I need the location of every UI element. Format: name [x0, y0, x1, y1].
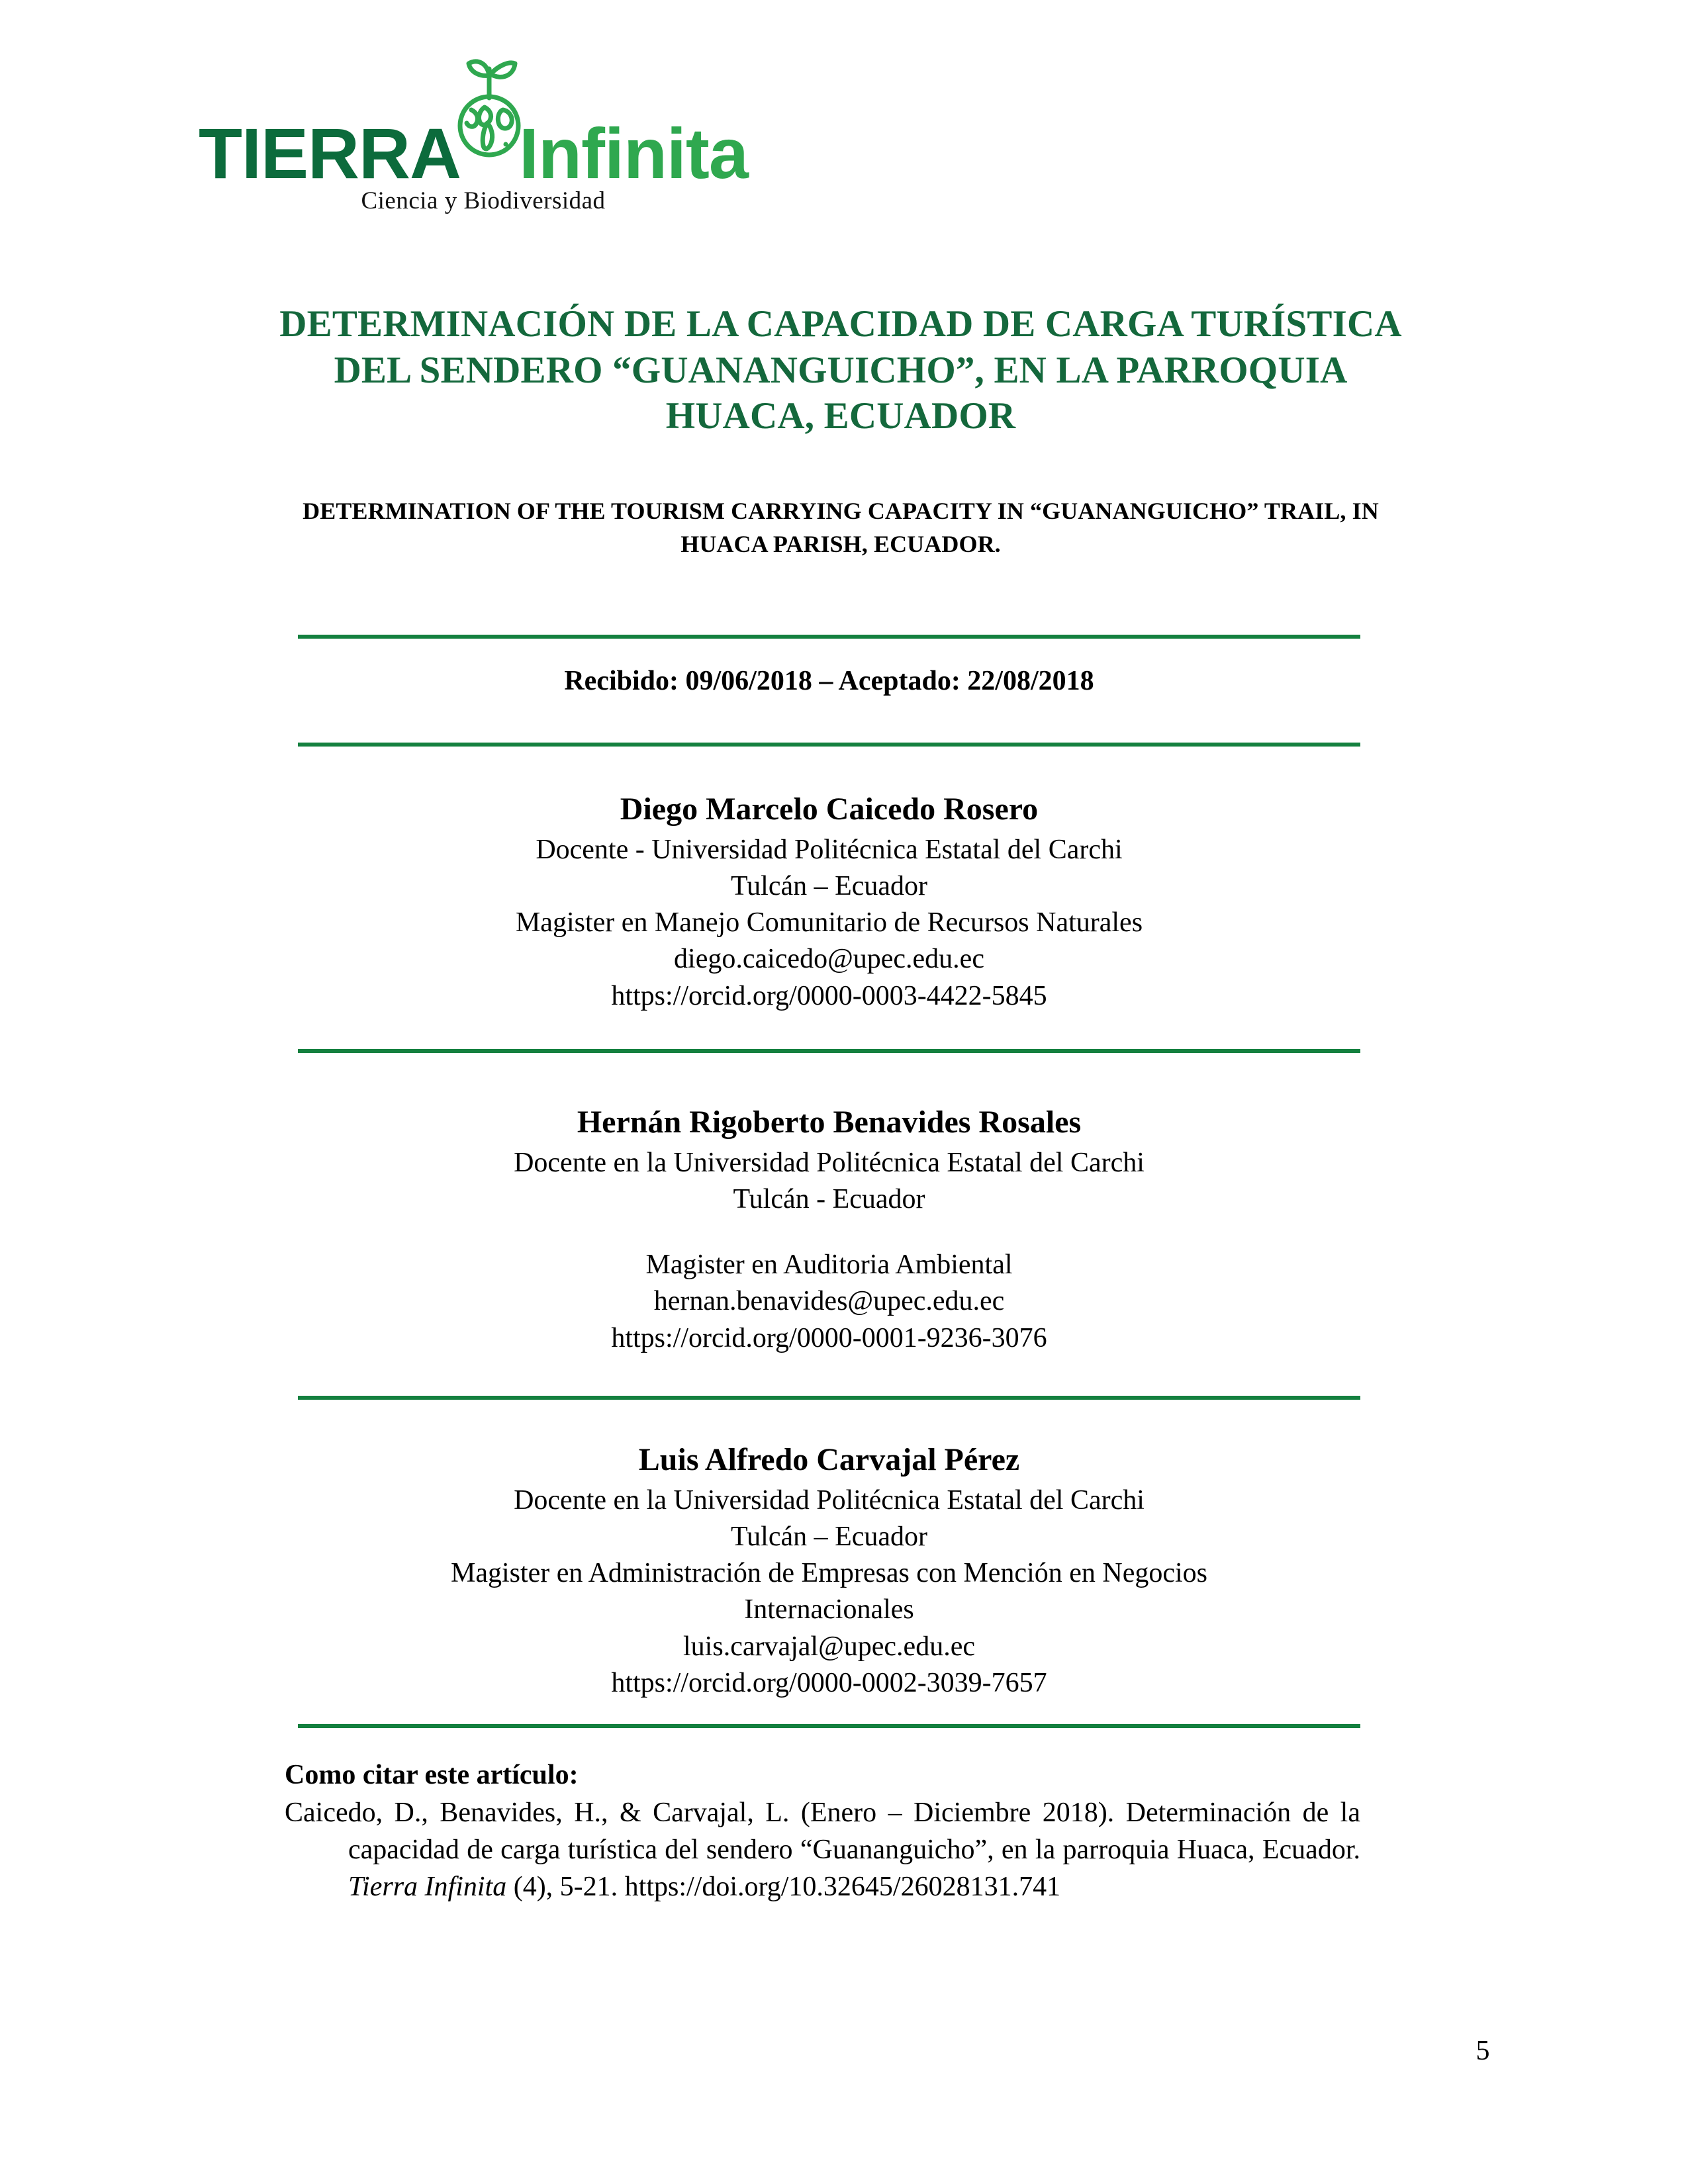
divider-rule-after-author-1 — [298, 1049, 1360, 1053]
author-spacer — [298, 1218, 1360, 1247]
author-affiliation: Docente en la Universidad Politécnica Estatal del Carchi — [514, 1148, 1145, 1179]
how-to-cite-block — [285, 1757, 1360, 1906]
author-degree: Magister en Auditoria Ambiental — [645, 1250, 1013, 1281]
author-location: Tulcán – Ecuador — [730, 871, 928, 902]
author-email[interactable]: diego.caicedo@upec.edu.ec — [674, 944, 984, 975]
citation-part-1: Caicedo, D., Benavides, H., & Carvajal, L. (Enero – Diciembre 2018). Determinación de la capacidad de carga turística del sendero “Guananguicho”, en la parroquia Huaca, Ecuador. — [285, 1797, 1360, 1866]
globe-sprout-icon — [450, 49, 528, 161]
author-email[interactable]: hernan.benavides@upec.edu.ec — [653, 1286, 1005, 1317]
author-location: Tulcán – Ecuador — [730, 1522, 928, 1553]
author-email[interactable]: luis.carvajal@upec.edu.ec — [683, 1631, 975, 1662]
page-number: 5 — [1476, 2036, 1490, 2066]
logo-tagline: Ciencia y Biodiversidad — [361, 187, 606, 214]
author-degree-cont: Internacionales — [744, 1594, 914, 1625]
divider-rule-after-dates — [298, 743, 1360, 747]
logo-wordmark-row — [199, 86, 748, 193]
citation-part-2: (4), 5-21. https://doi.org/10.32645/26028131.741 — [506, 1872, 1061, 1903]
author-orcid[interactable]: https://orcid.org/0000-0001-9236-3076 — [611, 1322, 1047, 1353]
page-title-spanish: DETERMINACIÓN DE LA CAPACIDAD DE CARGA TURÍSTICA DEL SENDERO “GUANANGUICHO”, EN LA PARROQUIA HUACA, ECUADOR — [279, 303, 1402, 437]
author-degree: Magister en Manejo Comunitario de Recursos Naturales — [515, 907, 1143, 938]
how-to-cite-heading: Como citar este artículo: — [285, 1760, 579, 1790]
journal-logo — [199, 86, 748, 238]
divider-rule-after-author-2 — [298, 1396, 1360, 1400]
author-affiliation: Docente en la Universidad Politécnica Estatal del Carchi — [514, 1485, 1145, 1516]
author-block-3 — [298, 1439, 1360, 1702]
author-orcid[interactable]: https://orcid.org/0000-0002-3039-7657 — [611, 1667, 1047, 1698]
author-name: Diego Marcelo Caicedo Rosero — [620, 792, 1039, 827]
received-accepted-dates: Recibido: 09/06/2018 – Aceptado: 22/08/2018 — [564, 666, 1094, 696]
author-block-2 — [298, 1102, 1360, 1357]
page-title-english: DETERMINATION OF THE TOURISM CARRYING CAPACITY IN “GUANANGUICHO” TRAIL, IN HUACA PARISH, ECUADOR. — [303, 498, 1379, 557]
author-degree: Magister en Administración de Empresas con Mención en Negocios — [450, 1558, 1208, 1589]
divider-rule-after-author-3 — [298, 1724, 1360, 1728]
logo-word-tierra: TIERRA — [199, 113, 461, 193]
author-location: Tulcán - Ecuador — [733, 1184, 925, 1215]
logo-word-infinita: Infinita — [519, 113, 748, 193]
citation-text — [285, 1795, 1360, 1906]
author-block-1 — [298, 789, 1360, 1015]
citation-journal-name: Tierra Infinita — [348, 1872, 507, 1903]
divider-rule-top — [298, 635, 1360, 639]
author-name: Luis Alfredo Carvajal Pérez — [638, 1442, 1020, 1477]
author-name: Hernán Rigoberto Benavides Rosales — [577, 1105, 1082, 1140]
author-affiliation: Docente - Universidad Politécnica Estatal del Carchi — [536, 835, 1123, 866]
author-orcid[interactable]: https://orcid.org/0000-0003-4422-5845 — [611, 980, 1047, 1011]
